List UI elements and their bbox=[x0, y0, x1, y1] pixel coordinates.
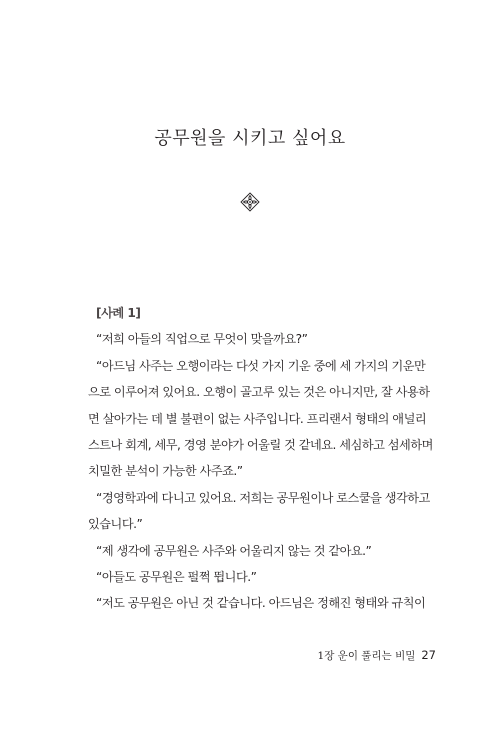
paragraph-line: “제 생각에 공무원은 사주와 어울리지 않는 것 같아요.” bbox=[96, 543, 372, 558]
chapter-title: 공무원을 시키고 싶어요 bbox=[154, 128, 346, 149]
case-label: [사례 1] bbox=[96, 306, 141, 320]
ornament-svg bbox=[240, 192, 260, 212]
body-text bbox=[88, 300, 433, 617]
paragraph-line: “저도 공무원은 아닌 것 같습니다. 아드님은 정해진 형태와 규칙이 bbox=[96, 596, 426, 611]
running-head: 1장 운이 풀리는 비밀 bbox=[317, 650, 416, 662]
paragraph-line: 으로 이루어져 있어요. 오행이 골고루 있는 것은 아니지만, 잘 사용하 bbox=[88, 385, 430, 400]
page-number: 27 bbox=[421, 648, 436, 662]
paragraph-line: “아드님 사주는 오행이라는 다섯 가지 기운 중에 세 가지의 기운만 bbox=[96, 358, 426, 373]
paragraph-line: “경영학과에 다니고 있어요. 저희는 공무원이나 로스쿨을 생각하고 bbox=[96, 490, 430, 505]
paragraph-line: “저희 아들의 직업으로 무엇이 맞을까요?” bbox=[96, 332, 308, 347]
paragraph-line: 면 살아가는 데 별 불편이 없는 사주입니다. 프리랜서 형태의 애널리 bbox=[88, 411, 427, 426]
paragraph-line: 스트나 회계, 세무, 경영 분야가 어울릴 것 같네요. 세심하고 섬세하며 bbox=[88, 437, 433, 452]
paragraph-line: 치밀한 분석이 가능한 사주죠.” bbox=[88, 464, 243, 479]
paragraph-line: 있습니다.” bbox=[88, 517, 143, 532]
floral-ornament-icon bbox=[240, 192, 260, 212]
running-footer bbox=[318, 648, 436, 663]
paragraph-line: “아들도 공무원은 펄쩍 뜁니다.” bbox=[96, 569, 257, 584]
